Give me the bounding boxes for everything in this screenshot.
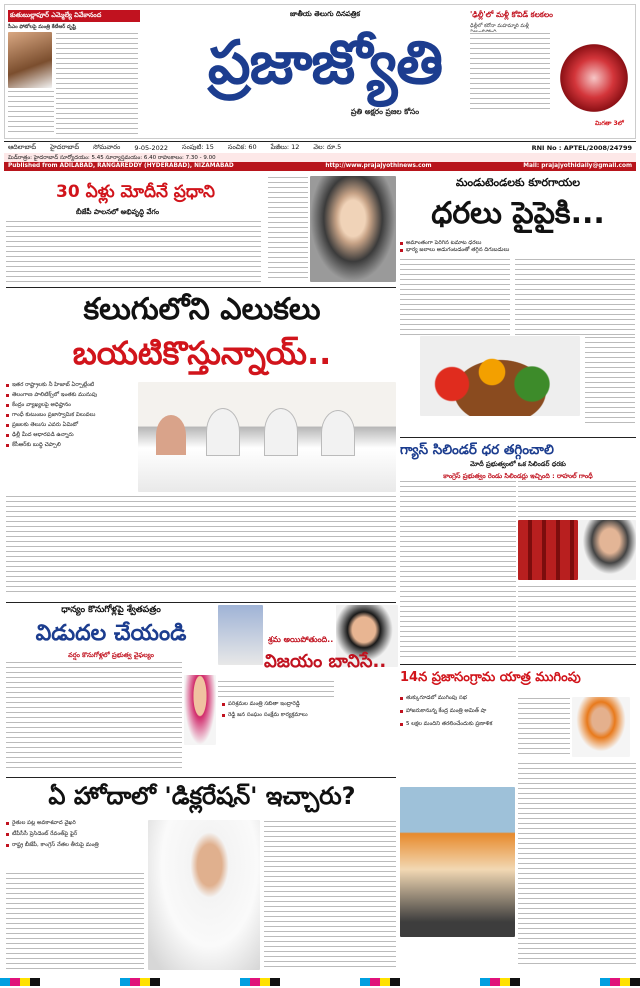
- rats-bullet: ఇతర రాష్ట్రాలకు నీ హిజాబ్ ఏర్పాట్లేంటి: [6, 382, 134, 389]
- dateline-date: 9-05-2022: [134, 144, 168, 152]
- gas-sub: మోదీ ప్రభుత్వంలో ఒక సిలిండర్ ధరకు: [470, 460, 566, 468]
- grain-headline: విడుదల చేయండి: [35, 621, 187, 646]
- masthead-logo[interactable]: ప్రజాజ్యోతి: [207, 28, 443, 98]
- minister-photo: [148, 820, 260, 970]
- rats-story[interactable]: [6, 290, 398, 600]
- padayatra-bullet: తుక్కుగూడలో ముగింపు సభ: [400, 695, 512, 702]
- padayatra-bullet: హాజరుకానున్న కేంద్ర మంత్రి అమిత్ షా: [400, 708, 512, 715]
- dateline-city2: హైదరాబాద్: [50, 143, 80, 151]
- declaration-story[interactable]: [6, 780, 398, 975]
- sharmila-kicker: శ్రమ అయిపోతుంది..: [268, 635, 334, 644]
- sharmila-story[interactable]: [218, 605, 398, 775]
- publish-strip: [4, 162, 636, 171]
- dateline-pages: పేజీలు: 12: [270, 143, 300, 151]
- left-teaser[interactable]: [8, 10, 140, 138]
- website[interactable]: http://www.prajajyothinews.com: [325, 163, 432, 169]
- dateline-day: సోమవారం: [93, 143, 121, 151]
- grain-story[interactable]: [6, 605, 216, 775]
- top-tag: జాతీయ తెలుగు దినపత్రిక: [290, 10, 360, 18]
- dateline-price: వెల: రూ.5: [313, 143, 342, 151]
- tide-line: మిడ్‌రాత్రం: హైదరాబాద్ సూర్యోదయం: 5.45 సూర్యాస్తమయం: 6.40 రాహుకాలం: 7.30 - 9.00: [4, 153, 636, 162]
- declaration-bullet: రాష్ట్ర బీజేపీ, కాంగ్రెస్ నేతల తీరుపై మంత్రి: [6, 842, 146, 849]
- veg-bullet: అమాంతంగా పెరిగిన టమాట ధరలు: [400, 240, 636, 247]
- slogan: ప్రతి అక్షరం ప్రజల కోసం: [350, 107, 420, 116]
- left-teaser-body: సీఎం ఫోటోలపై మంత్రి కేటీఆర్ దృష్టి: [8, 24, 76, 30]
- amit-sub: బీజేపీ పాలనలో అభివృద్ధి వేగం: [76, 208, 160, 216]
- rats-bullet: కేసీఆర్‌కు బుద్ధి చెప్పాలి: [6, 442, 134, 449]
- veg-kicker: మండుటెండలకు కూరగాయల: [455, 176, 581, 189]
- declaration-bullets: [6, 820, 146, 849]
- rats-bullets: [6, 382, 134, 452]
- event-photo: [218, 605, 263, 665]
- veg-bullet: భార్య జలాలు అడుగంటడంతో తగ్గిన దిగుబడులు: [400, 247, 636, 254]
- right-teaser[interactable]: [470, 10, 635, 138]
- declaration-headline: ఏ హోదాలో 'డిక్లరేషన్' ఇచ్చారు?: [48, 782, 356, 810]
- grain-photo: [184, 675, 216, 745]
- padayatra-story[interactable]: [400, 667, 636, 972]
- dateline-city: ఆదిలాబాద్: [8, 143, 37, 151]
- vegetable-basket: [420, 336, 580, 416]
- gas-story[interactable]: [400, 440, 636, 662]
- padayatra-bullet: 5 లక్షల మందిని తరలించేందుకు ప్రణాళిక: [400, 721, 512, 728]
- padayatra-headline: 14న ప్రజాసంగ్రామ యాత్ర ముగింపు: [400, 670, 581, 685]
- sharmila-headline: విజయం బానిసే..: [264, 651, 387, 672]
- dateline-issue: సంచిక: 60: [227, 143, 257, 151]
- rats-bullet: ప్రజలకు తెలుసు ఎవరు ఏమిటో: [6, 422, 134, 429]
- rats-headline-2: బయటికొస్తున్నాయ్..: [72, 334, 332, 372]
- gas-headline: గ్యాస్ సిలిండర్ ధర తగ్గించాలి: [400, 442, 554, 458]
- amit-story[interactable]: [6, 176, 398, 286]
- veg-bullets: [400, 240, 636, 254]
- teaser-photo: [8, 32, 52, 88]
- more-label[interactable]: మిగతా 3లో: [595, 120, 624, 127]
- dateline-vol: సంపుటి: 15: [182, 143, 214, 151]
- gas-cylinder-photo: [518, 520, 578, 580]
- published-from: Published from ADILABAD, RANGAREDDY (HYDERABAD), NIZAMABAD: [8, 163, 234, 169]
- right-teaser-title: 'ఢిల్లీ'లో మళ్లీ కోవిడ్ కలకలం: [470, 10, 553, 19]
- rats-bullet: తెలంగాణ పాలిటిక్స్‌లో ఇంతకు మునుపు: [6, 392, 134, 399]
- veg-story[interactable]: [400, 176, 636, 436]
- dateline: [4, 143, 636, 153]
- left-teaser-title: కుతుబుల్లాపూర్ ఎమ్మెల్యే వివేకానంద: [8, 10, 140, 22]
- email[interactable]: Mail: prajajyothidaily@gmail.com: [523, 163, 632, 169]
- rats-bullet: కేంద్రం వ్యాఖ్యలపై అధిష్టానం: [6, 402, 134, 409]
- print-color-bar: [0, 978, 640, 986]
- rahul-photo: [578, 520, 636, 580]
- right-teaser-body: ఢిల్లీలో కరోనా మహమ్మారి మళ్లీ: [470, 23, 529, 29]
- virus-image: [555, 38, 633, 118]
- sharmila-bullet: పరిశ్రమల మంత్రి సబితా ఇంద్రారెడ్డి: [222, 701, 398, 708]
- veg-headline: ధరలు పైపైకి...: [431, 196, 605, 231]
- gas-sub2: కాంగ్రెస్ ప్రభుత్వం రెండు సిలిండర్లు ఇచ్చింది : రాహుల్ గాంధీ: [443, 472, 593, 480]
- sharmila-bullet: రెడ్డి జన సంఘం సంక్షేమ కార్యక్రమాలు: [222, 712, 398, 719]
- padayatra-bullets: [400, 695, 512, 728]
- grain-sub: వర్షం కొనుగోళ్లలో ప్రభుత్వ వైఫల్యం: [68, 651, 154, 659]
- rally-photo: [400, 787, 515, 937]
- amit-headline: 30 ఏళ్లు మోదీనే ప్రధాని: [56, 182, 215, 202]
- sharmila-bullets: [222, 701, 398, 719]
- rats-bullet: ఢిల్లీ మీద ఆధారపడి ఉన్నారు: [6, 432, 134, 439]
- grain-kicker: ధాన్యం కొనుగోళ్లపై శ్వేతపత్రం: [61, 605, 161, 615]
- amit-photo: [310, 176, 396, 282]
- rats-bullet: గాంధీ కుటుంబం ప్రజాస్వామిక విలువలు: [6, 412, 134, 419]
- declaration-bullet: రైతుల పట్ల అవకాశవాద వైఖరి: [6, 820, 146, 827]
- declaration-bullet: టీపీసీసీ ప్రెసిడెంట్ రేవంత్‌పై ఫైర్: [6, 831, 146, 838]
- rats-headline-1: కలుగులోని ఎలుకలు: [83, 292, 321, 327]
- bandi-sanjay-photo: [572, 697, 630, 757]
- rni-number: RNI No : APTEL/2008/24799: [531, 144, 632, 152]
